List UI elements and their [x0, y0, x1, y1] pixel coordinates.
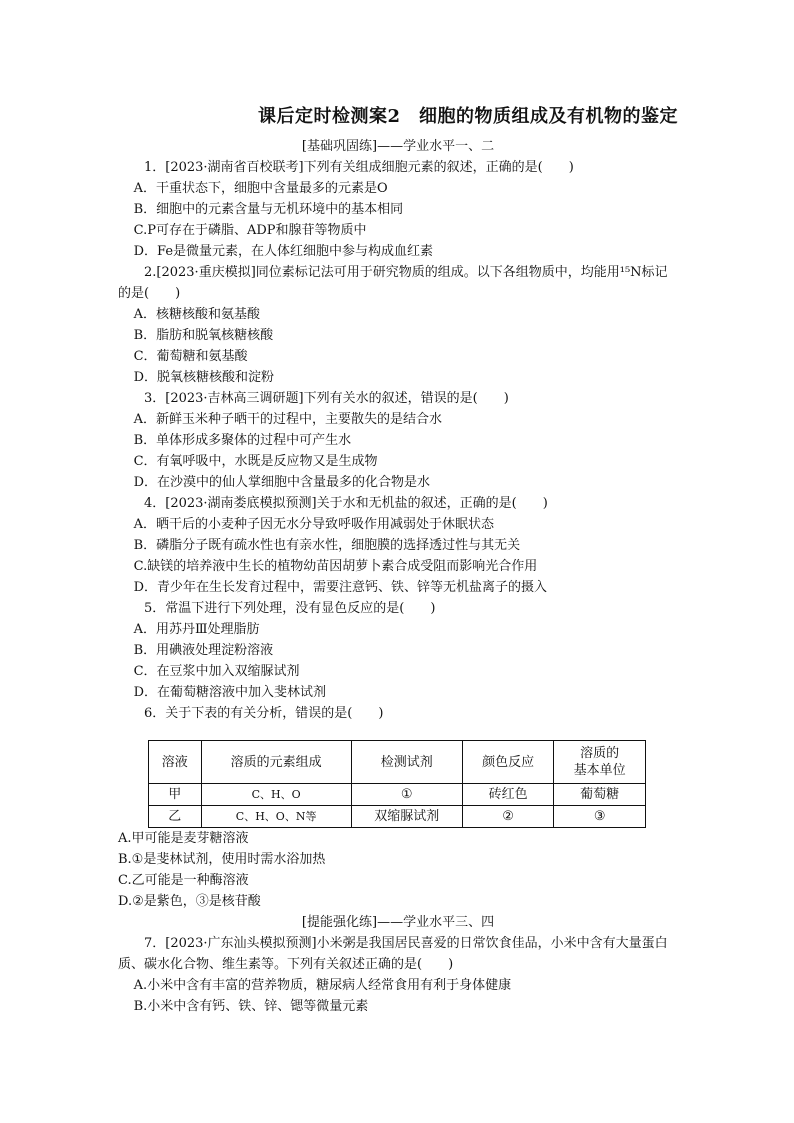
- question-6-stem: 6．关于下表的有关分析，错误的是( ): [144, 706, 384, 721]
- question-1-option-b: B．细胞中的元素含量与无机环境中的基本相同: [133, 202, 404, 217]
- question-2-option-c: C．葡萄糖和氨基酸: [133, 349, 248, 364]
- question-4-option-d: D．青少年在生长发育过程中，需要注意钙、铁、锌等无机盐离子的摄入: [133, 580, 548, 595]
- question-1-option-a: A．干重状态下，细胞中含量最多的元素是O: [133, 181, 388, 196]
- analysis-table: [148, 740, 646, 828]
- question-3-option-d: D．在沙漠中的仙人掌细胞中含量最多的化合物是水: [133, 475, 431, 490]
- question-4-option-a: A．晒干后的小麦种子因无水分导致呼吸作用减弱处于休眠状态: [133, 517, 494, 532]
- question-1-stem: 1．[2023·湖南省百校联考]下列有关组成细胞元素的叙述，正确的是( ): [144, 160, 574, 175]
- table-cell: 双缩脲试剂: [351, 806, 462, 828]
- table-row: [149, 806, 646, 828]
- table-header-cell: 颜色反应: [462, 741, 554, 784]
- table-cell: ③: [554, 806, 646, 828]
- page-title: 课后定时检测案2 细胞的物质组成及有机物的鉴定: [257, 106, 678, 127]
- question-1-option-d: D．Fe是微量元素，在人体红细胞中参与构成血红素: [133, 244, 434, 259]
- question-1-option-c: C.P可存在于磷脂、ADP和腺苷等物质中: [133, 223, 367, 238]
- question-6-option-d: D.②是紫色，③是核苷酸: [118, 894, 261, 909]
- table-cell: 葡萄糖: [554, 784, 646, 806]
- question-2-option-b: B．脂肪和脱氧核糖核酸: [133, 328, 274, 343]
- question-4-option-b: B．磷脂分子既有疏水性也有亲水性，细胞膜的选择透过性与其无关: [133, 538, 521, 553]
- table-cell: C、H、O: [201, 784, 351, 806]
- question-2-option-d: D．脱氧核糖核酸和淀粉: [133, 370, 275, 385]
- table-header-cell: 溶质的元素组成: [201, 741, 351, 784]
- table-header-cell: [554, 741, 646, 784]
- section-heading-basic: [基础巩固练]——学业水平一、二: [301, 139, 495, 154]
- document-page: [118, 104, 678, 1017]
- question-3-option-c: C．有氧呼吸中，水既是反应物又是生成物: [133, 454, 378, 469]
- section-heading-advanced: [提能强化练]——学业水平三、四: [301, 915, 495, 930]
- question-2-option-a: A．核糖核酸和氨基酸: [133, 307, 260, 322]
- question-7-stem: 7．[2023·广东汕头模拟预测]小米粥是我国居民喜爱的日常饮食佳品，小米中含有大量蛋白质、碳水化合物、维生素等。下列有关叙述正确的是( ): [118, 936, 668, 972]
- question-5-option-a: A．用苏丹Ⅲ处理脂肪: [133, 622, 260, 637]
- table-cell: ②: [462, 806, 554, 828]
- question-5-stem: 5．常温下进行下列处理，没有显色反应的是( ): [144, 601, 436, 616]
- table-row: [149, 784, 646, 806]
- question-6-option-b: B.①是斐林试剂，使用时需水浴加热: [118, 852, 326, 867]
- question-6-option-c: C.乙可能是一种酶溶液: [118, 873, 249, 888]
- table-header-row: [149, 741, 646, 784]
- table-cell: 甲: [149, 784, 202, 806]
- table-cell: ①: [351, 784, 462, 806]
- table-cell: 砖红色: [462, 784, 554, 806]
- table-header-cell: 检测试剂: [351, 741, 462, 784]
- question-5-option-c: C．在豆浆中加入双缩脲试剂: [133, 664, 300, 679]
- table-cell: 乙: [149, 806, 202, 828]
- question-3-option-b: B．单体形成多聚体的过程中可产生水: [133, 433, 352, 448]
- table-header-line: 溶质的: [580, 746, 620, 761]
- question-7-option-b: B.小米中含有钙、铁、锌、锶等微量元素: [133, 999, 369, 1014]
- question-4-stem: 4．[2023·湖南娄底模拟预测]关于水和无机盐的叙述，正确的是( ): [144, 496, 548, 511]
- question-3-stem: 3．[2023·吉林高三调研题]下列有关水的叙述，错误的是( ): [144, 391, 509, 406]
- question-2-stem: 2.[2023·重庆模拟]同位素标记法可用于研究物质的组成。以下各组物质中，均能用¹⁵N标记的是( ): [118, 265, 668, 301]
- table-header-cell: 溶液: [149, 741, 202, 784]
- question-5-option-d: D．在葡萄糖溶液中加入斐林试剂: [133, 685, 327, 700]
- table-cell: C、H、O、N等: [201, 806, 351, 828]
- question-7-option-a: A.小米中含有丰富的营养物质，糖尿病人经常食用有利于身体健康: [133, 978, 512, 993]
- question-3-option-a: A．新鲜玉米种子晒干的过程中，主要散失的是结合水: [133, 412, 442, 427]
- table-header-line: 基本单位: [573, 763, 626, 778]
- question-4-option-c: C.缺镁的培养液中生长的植物幼苗因胡萝卜素合成受阻而影响光合作用: [133, 559, 538, 574]
- question-6-option-a: A.甲可能是麦芽糖溶液: [118, 831, 249, 846]
- question-5-option-b: B．用碘液处理淀粉溶液: [133, 643, 274, 658]
